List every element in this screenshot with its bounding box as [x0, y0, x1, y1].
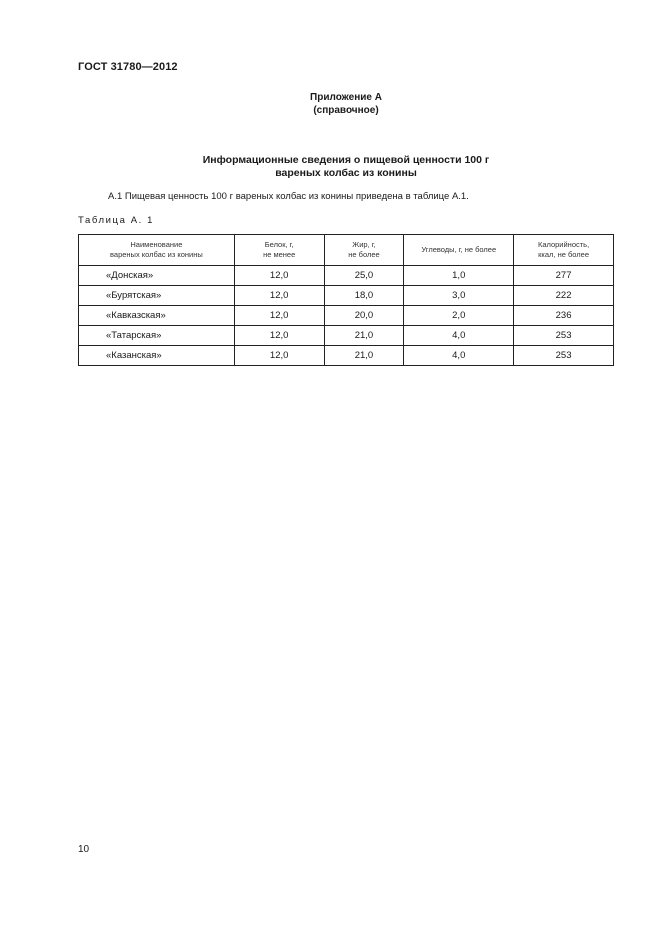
- table-row: [79, 286, 614, 306]
- table-row: [79, 306, 614, 326]
- table-row: [79, 266, 614, 286]
- cell-fat: 25,0: [324, 266, 404, 286]
- header-carbs: [404, 235, 514, 266]
- cell-name: «Татарская»: [79, 326, 235, 346]
- header-protein: [234, 235, 324, 266]
- header-calories-line-1: Калорийность,: [537, 240, 590, 249]
- cell-fat: 21,0: [324, 346, 404, 366]
- cell-name: «Казанская»: [79, 346, 235, 366]
- standard-code: ГОСТ 31780—2012: [78, 61, 178, 73]
- cell-carbs: 3,0: [404, 286, 514, 306]
- header-protein-line-1: Белок, г,: [264, 240, 294, 249]
- cell-carbs: 4,0: [404, 346, 514, 366]
- table-header-row: [79, 235, 614, 266]
- header-calories: [514, 235, 614, 266]
- header-name-line-2: вареных колбас из конины: [110, 250, 203, 259]
- page-number: 10: [78, 844, 90, 855]
- table-caption: Таблица А. 1: [78, 215, 154, 226]
- cell-calories: 222: [514, 286, 614, 306]
- cell-protein: 12,0: [234, 306, 324, 326]
- intro-paragraph: А.1 Пищевая ценность 100 г вареных колбас из конины приведена в таблице А.1.: [108, 191, 469, 202]
- cell-name: «Донская»: [79, 266, 235, 286]
- cell-calories: 253: [514, 346, 614, 366]
- cell-protein: 12,0: [234, 326, 324, 346]
- cell-fat: 21,0: [324, 326, 404, 346]
- cell-protein: 12,0: [234, 286, 324, 306]
- cell-protein: 12,0: [234, 346, 324, 366]
- section-title-line-2: вареных колбас из конины: [275, 167, 417, 179]
- appendix-title: Приложение А: [310, 92, 382, 103]
- header-fat: [324, 235, 404, 266]
- table-row: [79, 346, 614, 366]
- header-protein-line-2: не менее: [263, 250, 296, 259]
- cell-calories: 277: [514, 266, 614, 286]
- header-calories-line-2: ккал, не более: [538, 250, 589, 259]
- appendix-heading: [0, 91, 661, 117]
- section-title: [0, 154, 661, 180]
- cell-carbs: 1,0: [404, 266, 514, 286]
- header-fat-line-2: не более: [348, 250, 380, 259]
- section-title-line-1: Информационные сведения о пищевой ценности 100 г: [202, 154, 490, 166]
- cell-carbs: 4,0: [404, 326, 514, 346]
- cell-carbs: 2,0: [404, 306, 514, 326]
- cell-name: «Кавказская»: [79, 306, 235, 326]
- header-name-line-1: Наименование: [130, 240, 183, 249]
- cell-protein: 12,0: [234, 266, 324, 286]
- cell-calories: 253: [514, 326, 614, 346]
- cell-fat: 18,0: [324, 286, 404, 306]
- cell-calories: 236: [514, 306, 614, 326]
- cell-fat: 20,0: [324, 306, 404, 326]
- header-fat-line-1: Жир, г,: [352, 240, 376, 249]
- cell-name: «Бурятская»: [79, 286, 235, 306]
- appendix-subtitle: (справочное): [313, 105, 379, 116]
- nutrition-table: [78, 234, 614, 366]
- table-row: [79, 326, 614, 346]
- header-name: [79, 235, 235, 266]
- header-carbs-line-1: Углеводы, г, не более: [421, 245, 497, 254]
